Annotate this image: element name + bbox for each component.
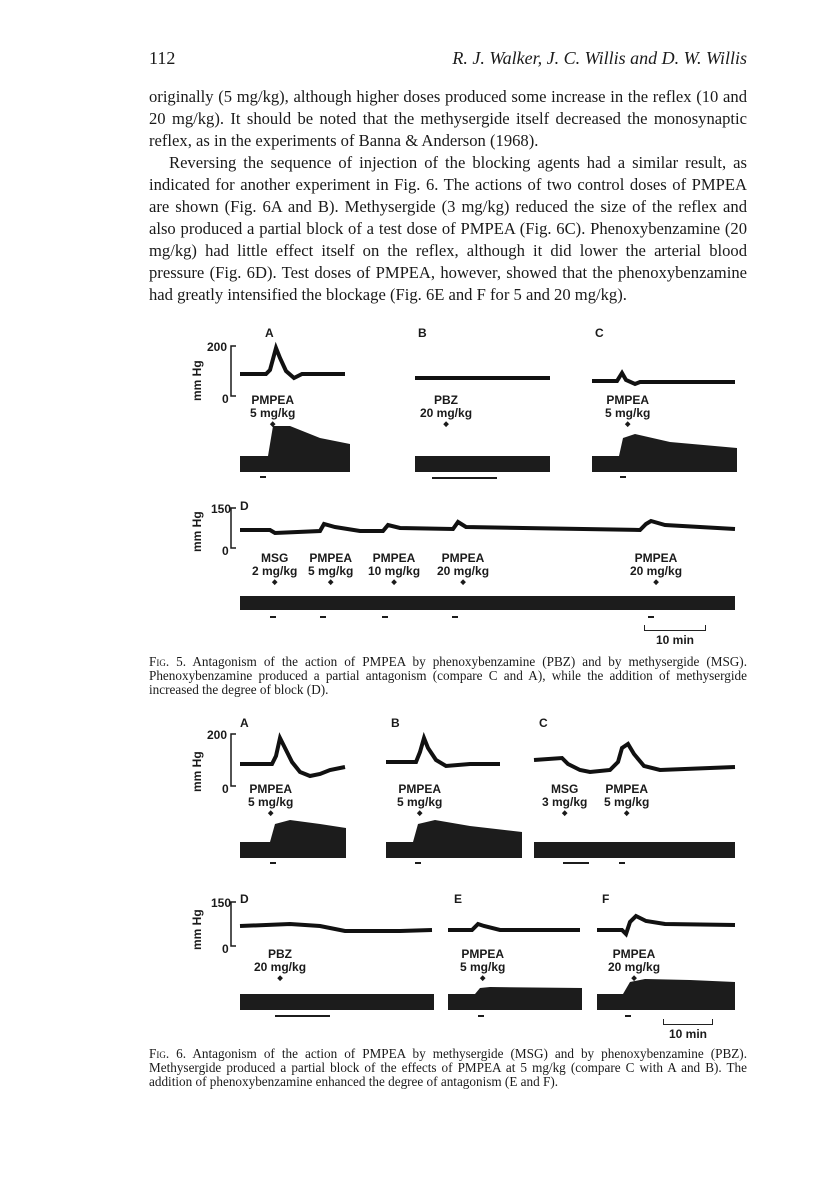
drug-label-d xyxy=(254,948,306,983)
panel-letter-b: B xyxy=(391,716,400,730)
pressure-scale-bracket-top xyxy=(231,346,236,396)
drug-dose: 20 mg/kg xyxy=(630,564,683,578)
axis-unit-bottom: mm Hg xyxy=(190,511,204,552)
marker-c xyxy=(619,862,625,864)
caption-text: Antagonism of the action of PMPEA by phenoxybenzamine (PBZ) and by methysergide (MSG). Phenoxybenzamine produced a partial antagonism (compare C and A), while the addition of methysergide increased the degree of block (D). xyxy=(149,654,747,697)
figure-5-caption xyxy=(149,655,747,697)
drug-dose: 5 mg/kg xyxy=(605,406,651,420)
running-head-authors: R. J. Walker, J. C. Willis and D. W. Willis xyxy=(452,48,747,68)
drug-name: PMPEA xyxy=(461,947,505,961)
panel-letter-a: A xyxy=(240,716,249,730)
injection-arrow-icon: ◆ xyxy=(277,975,283,982)
drug-name: PBZ xyxy=(268,947,293,961)
time-scale-label: 10 min xyxy=(655,633,694,647)
drug-label-b xyxy=(397,783,442,818)
drug-label-e xyxy=(460,948,505,983)
reflex-record-e xyxy=(448,994,582,1010)
scale-max-top: 200 xyxy=(207,340,228,354)
injection-arrow-icon: ◆ xyxy=(561,810,568,817)
drug-dose: 5 mg/kg xyxy=(250,406,296,420)
panel-letter-f: F xyxy=(602,892,610,906)
scale-min-top: 0 xyxy=(222,392,229,406)
figure-5-traces xyxy=(170,326,750,648)
pressure-scale-bracket-bottom xyxy=(231,902,236,946)
drug-dose: 5 mg/kg xyxy=(308,564,354,578)
drug-name: PMPEA xyxy=(634,551,678,565)
panel-letter-d: D xyxy=(240,499,249,513)
marker-d-1 xyxy=(270,616,276,618)
time-scale-line xyxy=(644,625,706,631)
drug-label-c-1 xyxy=(542,783,587,818)
marker-d-4 xyxy=(452,616,458,618)
drug-label-d-3 xyxy=(368,552,420,587)
drug-label-b xyxy=(420,394,472,429)
drug-name: MSG xyxy=(261,551,289,565)
marker-d-2 xyxy=(320,616,326,618)
drug-dose: 3 mg/kg xyxy=(542,795,588,809)
marker-d-3 xyxy=(382,616,388,618)
reflex-record-b xyxy=(415,456,550,472)
bp-trace-f xyxy=(597,916,735,934)
drug-label-d-1 xyxy=(252,552,297,587)
scale-min-bottom: 0 xyxy=(222,942,229,956)
page-header xyxy=(149,48,747,72)
injection-arrow-icon: ◆ xyxy=(416,810,423,817)
injection-arrow-icon: ◆ xyxy=(624,421,631,428)
panel-letter-d: D xyxy=(240,892,249,906)
injection-arrow-icon: ◆ xyxy=(271,579,278,586)
axis-unit-bottom: mm Hg xyxy=(190,909,204,950)
injection-arrow-icon: ◆ xyxy=(631,975,637,982)
page-number: 112 xyxy=(149,48,176,68)
reflex-response-a xyxy=(270,820,346,842)
time-scale-bar xyxy=(663,1019,713,1041)
drug-name: PMPEA xyxy=(372,551,416,565)
drug-name: PMPEA xyxy=(605,782,649,796)
injection-arrow-icon: ◆ xyxy=(653,579,659,586)
marker-d-5 xyxy=(648,616,654,618)
drug-dose: 20 mg/kg xyxy=(420,406,473,420)
drug-name: PMPEA xyxy=(441,551,485,565)
marker-bar-d xyxy=(275,1015,330,1017)
drug-dose: 10 mg/kg xyxy=(368,564,421,578)
bp-trace-d xyxy=(240,924,432,931)
drug-label-d-2 xyxy=(308,552,353,587)
drug-name: PBZ xyxy=(434,393,459,407)
reflex-record-c xyxy=(534,842,735,858)
panel-letter-c: C xyxy=(595,326,604,340)
marker-b xyxy=(415,862,421,864)
bp-trace-b xyxy=(386,738,500,766)
marker-f xyxy=(625,1015,631,1017)
drug-dose: 20 mg/kg xyxy=(254,960,307,974)
panel-letter-b: B xyxy=(418,326,427,340)
reflex-record-d xyxy=(240,994,434,1010)
reflex-response-e xyxy=(475,987,582,994)
drug-dose: 5 mg/kg xyxy=(460,960,506,974)
injection-arrow-icon: ◆ xyxy=(267,810,274,817)
drug-name: PMPEA xyxy=(612,947,656,961)
bp-trace-a xyxy=(240,738,345,776)
reflex-response-a xyxy=(268,426,350,456)
bp-trace-c xyxy=(592,373,735,384)
bp-trace-c xyxy=(534,744,735,772)
drug-name: PMPEA xyxy=(398,782,442,796)
drug-name: PMPEA xyxy=(309,551,353,565)
time-scale-line xyxy=(663,1019,713,1025)
drug-label-a xyxy=(250,394,295,429)
injection-arrow-icon: ◆ xyxy=(460,579,466,586)
drug-dose: 20 mg/kg xyxy=(437,564,490,578)
drug-label-d-4 xyxy=(437,552,489,587)
drug-name: PMPEA xyxy=(606,393,650,407)
marker-bar-c xyxy=(563,862,589,864)
drug-dose: 20 mg/kg xyxy=(608,960,661,974)
injection-arrow-icon: ◆ xyxy=(623,810,630,817)
reflex-record-f xyxy=(597,994,735,1010)
drug-dose: 5 mg/kg xyxy=(248,795,294,809)
marker-a xyxy=(260,476,266,478)
scale-max-bottom: 150 xyxy=(211,502,232,516)
injection-arrow-icon: ◆ xyxy=(391,579,397,586)
injection-arrow-icon: ◆ xyxy=(479,975,486,982)
drug-label-c xyxy=(605,394,650,429)
drug-name: MSG xyxy=(551,782,579,796)
drug-label-c-2 xyxy=(604,783,649,818)
injection-arrow-icon: ◆ xyxy=(327,579,334,586)
drug-dose: 5 mg/kg xyxy=(397,795,443,809)
bp-trace-e xyxy=(448,924,580,930)
reflex-record-b xyxy=(386,842,522,858)
reflex-record-a xyxy=(240,842,346,858)
injection-arrow-icon: ◆ xyxy=(443,421,449,428)
axis-unit-top: mm Hg xyxy=(190,751,204,792)
drug-name: PMPEA xyxy=(251,393,295,407)
panel-letter-c: C xyxy=(539,716,548,730)
figure-6-traces xyxy=(170,712,750,1037)
reflex-record-c xyxy=(592,456,737,472)
pressure-scale-bracket-top xyxy=(231,734,236,786)
figure-6-caption xyxy=(149,1047,747,1089)
drug-dose: 5 mg/kg xyxy=(604,795,650,809)
caption-text: Antagonism of the action of PMPEA by methysergide (MSG) and by phenoxybenzamine (PBZ). Methysergide produced a partial block of the effects of PMPEA at 5 mg/kg (compare C with A and B). The addition of phenoxybenzamine enhanced the degree of antagonism (E and F). xyxy=(149,1046,747,1089)
figure-5 xyxy=(170,326,750,648)
marker-e xyxy=(478,1015,484,1017)
drug-dose: 2 mg/kg xyxy=(252,564,298,578)
body-paragraph-1: originally (5 mg/kg), although higher doses produced some increase in the reflex (10 and 20 mg/kg). It should be noted that the methysergide itself decreased the monosynaptic reflex, as in the experiments of Banna & Anderson (1968). xyxy=(149,87,747,150)
marker-bar-b xyxy=(432,477,497,479)
bp-trace-d xyxy=(240,521,735,533)
scale-min-top: 0 xyxy=(222,782,229,796)
drug-name: PMPEA xyxy=(249,782,293,796)
panel-letter-a: A xyxy=(265,326,274,340)
time-scale-label: 10 min xyxy=(668,1027,707,1041)
caption-label: Fig. 6. xyxy=(149,1046,187,1061)
injection-arrow-icon: ◆ xyxy=(269,421,276,428)
axis-unit-top: mm Hg xyxy=(190,360,204,401)
reflex-response-b xyxy=(413,820,522,842)
scale-max-bottom: 150 xyxy=(211,896,232,910)
reflex-record-d xyxy=(240,596,735,610)
scale-min-bottom: 0 xyxy=(222,544,229,558)
bp-trace-a xyxy=(240,348,345,378)
body-paragraph-2: Reversing the sequence of injection of the blocking agents had a similar result, as indicated for another experiment in Fig. 6. The actions of two control doses of PMPEA are shown (Fig. 6A and B). Methysergide (3 mg/kg) reduced the size of the reflex and also produced a partial block of a test dose of PMPEA (Fig. 6C). Phenoxybenzamine (20 mg/kg) had little effect itself on the reflex, although it did lower the arterial blood pressure (Fig. 6D). Test doses of PMPEA, however, showed that the phenoxybenzamine had greatly intensified the blockage (Fig. 6E and F for 5 and 20 mg/kg). xyxy=(149,153,747,304)
caption-label: Fig. 5. xyxy=(149,654,187,669)
drug-label-d-5 xyxy=(630,552,682,587)
marker-a xyxy=(270,862,276,864)
panel-letter-e: E xyxy=(454,892,463,906)
figure-6 xyxy=(170,712,750,1041)
pressure-scale-bracket-bottom xyxy=(231,508,236,548)
time-scale-bar xyxy=(644,625,706,647)
drug-label-a xyxy=(248,783,293,818)
drug-label-f xyxy=(608,948,660,983)
marker-c xyxy=(620,476,626,478)
reflex-record-a xyxy=(240,456,350,472)
reflex-response-c xyxy=(619,434,737,456)
scale-max-top: 200 xyxy=(207,728,228,742)
